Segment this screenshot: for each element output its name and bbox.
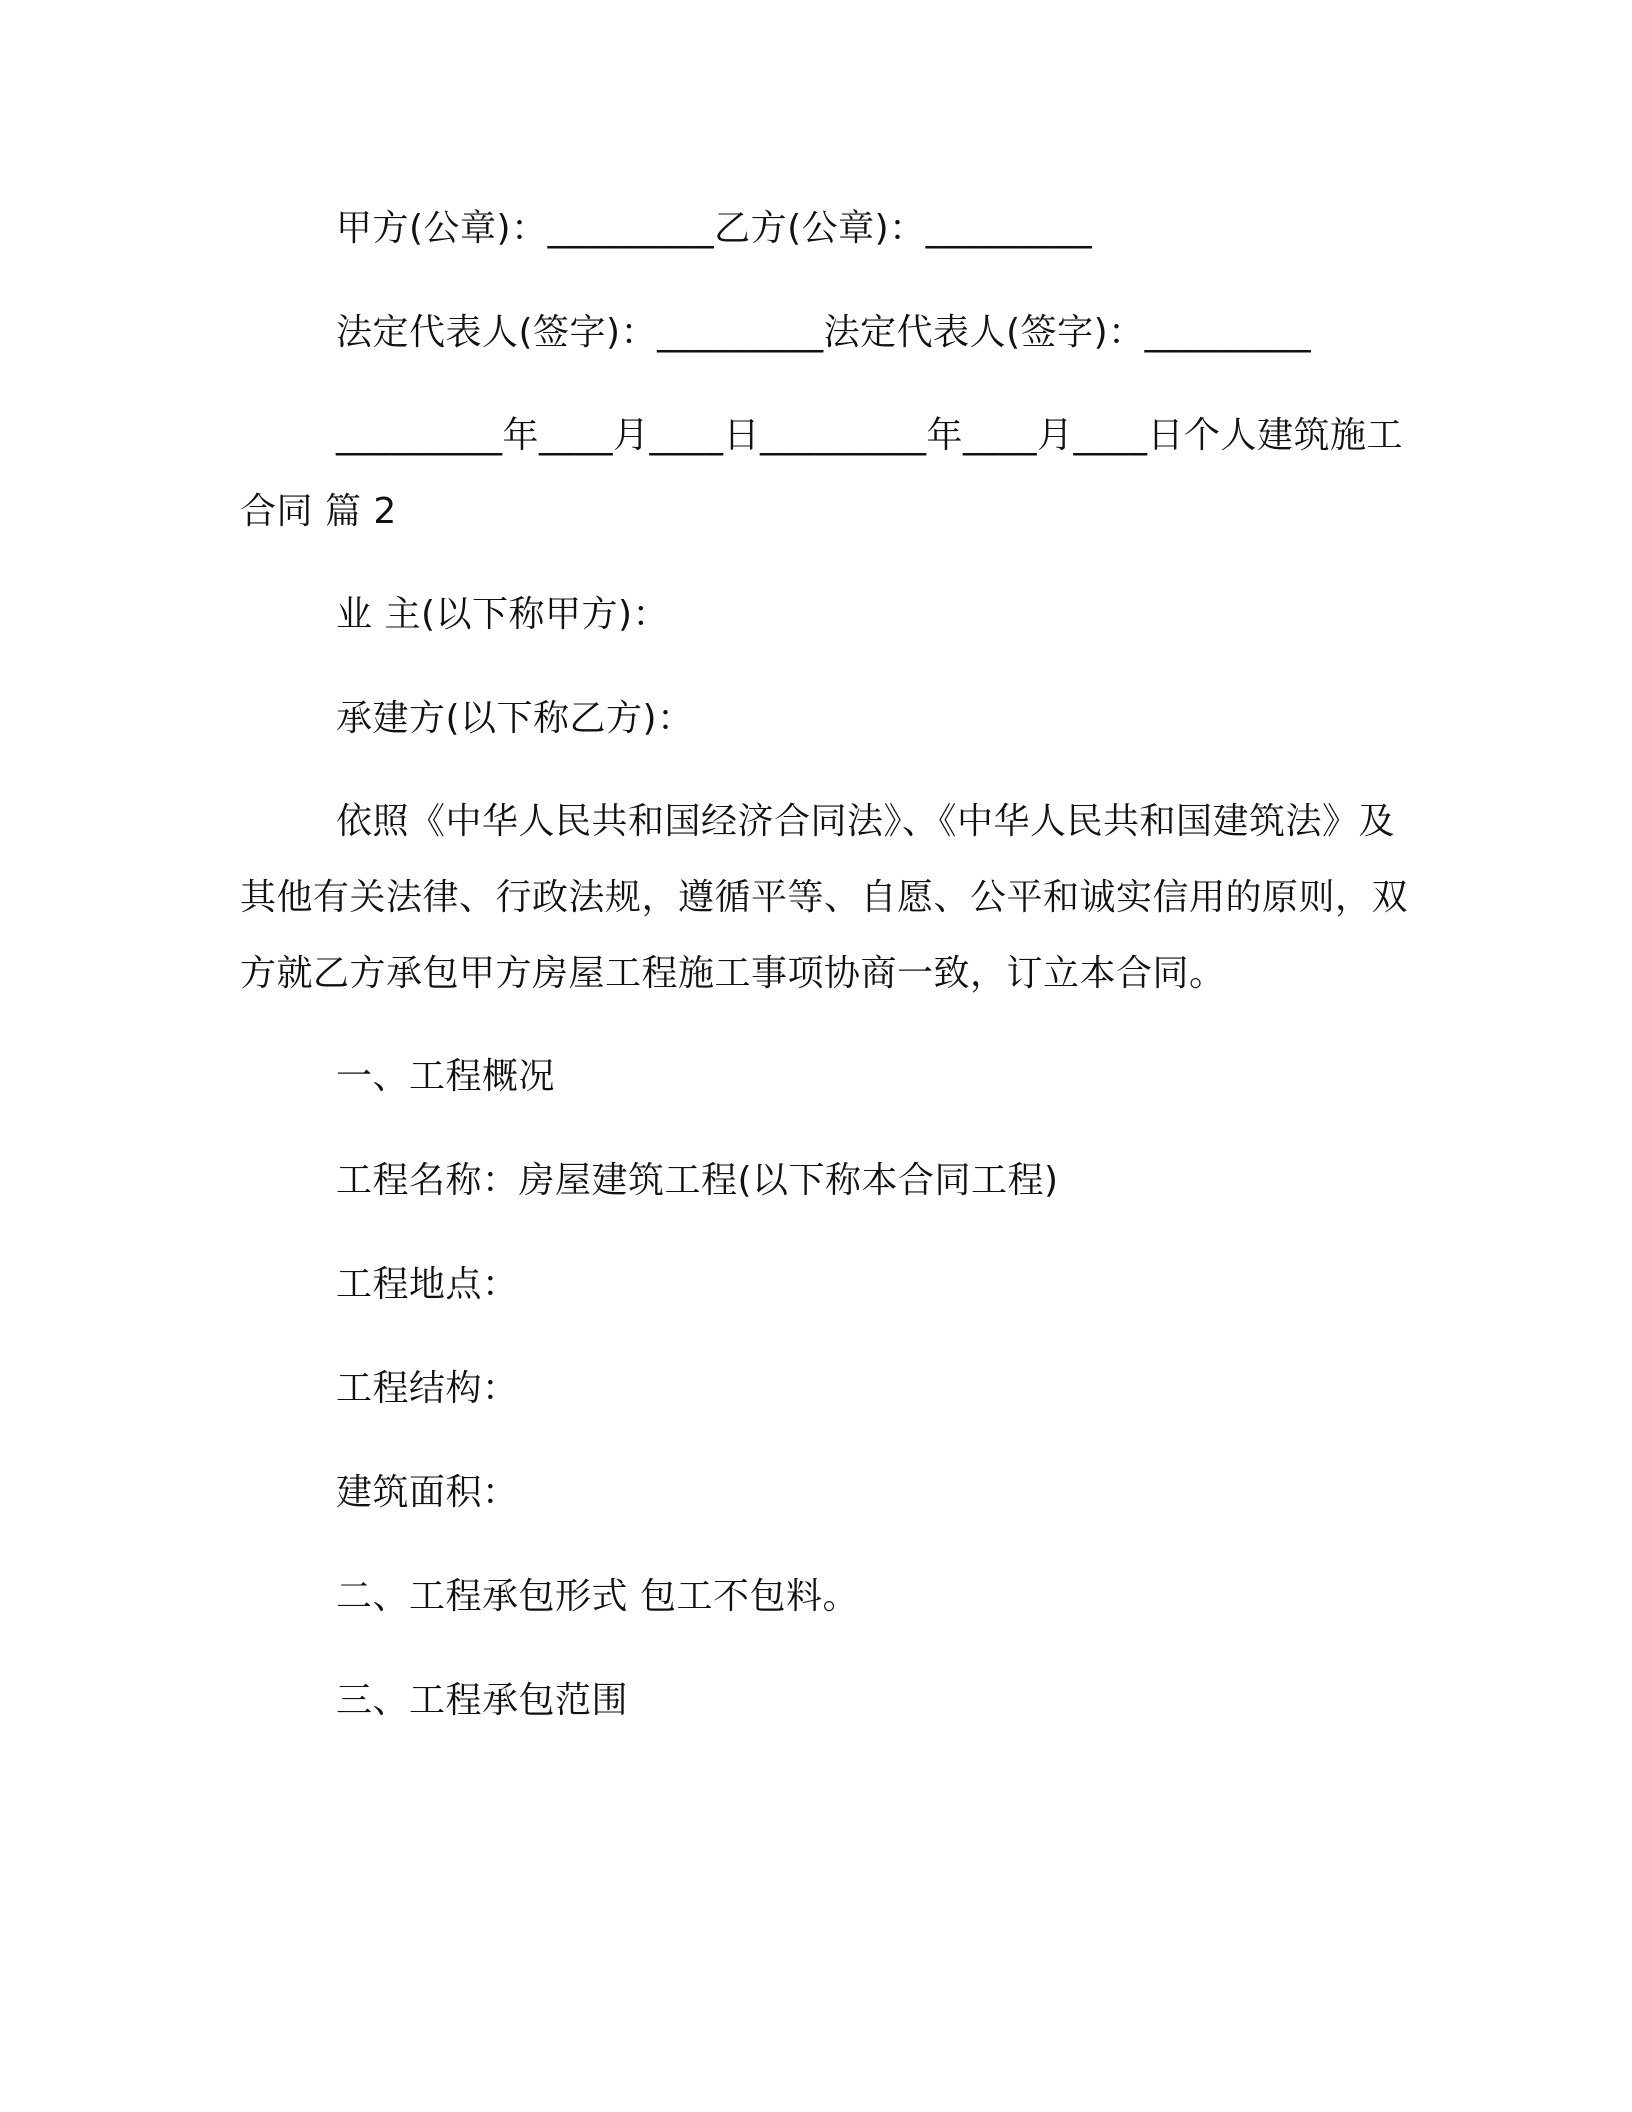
preamble-paragraph: 依照《中华人民共和国经济合同法》、《中华人民共和国建筑法》及其他有关法律、行政法规，遵循平等、自愿、公平和诚实信用的原则，双方就乙方承包甲方房屋工程施工事项协商一致，订立本合同。 bbox=[240, 801, 1409, 994]
section-2-heading: 二、工程承包形式 包工不包料。 bbox=[336, 1576, 859, 1617]
party-seal-line: 甲方(公章)：_________乙方(公章)：_________ bbox=[336, 208, 1093, 249]
section-1-heading: 一、工程概况 bbox=[336, 1056, 556, 1097]
owner-line: 业 主(以下称甲方)： bbox=[336, 594, 670, 635]
building-area-line: 建筑面积： bbox=[336, 1472, 519, 1513]
project-location-line: 工程地点： bbox=[336, 1264, 519, 1305]
legal-rep-signature-line: 法定代表人(签字)：_________法定代表人(签字)：_________ bbox=[336, 312, 1312, 353]
contractor-line: 承建方(以下称乙方)： bbox=[336, 698, 694, 739]
project-structure-line: 工程结构： bbox=[336, 1368, 519, 1409]
date-and-title-line: _________年____月____日_________年____月____日个人建筑施工合同 篇 2 bbox=[240, 415, 1404, 532]
project-name-line: 工程名称：房屋建筑工程(以下称本合同工程) bbox=[336, 1160, 1059, 1201]
document-body bbox=[240, 190, 1410, 1766]
section-3-heading: 三、工程承包范围 bbox=[336, 1680, 629, 1721]
